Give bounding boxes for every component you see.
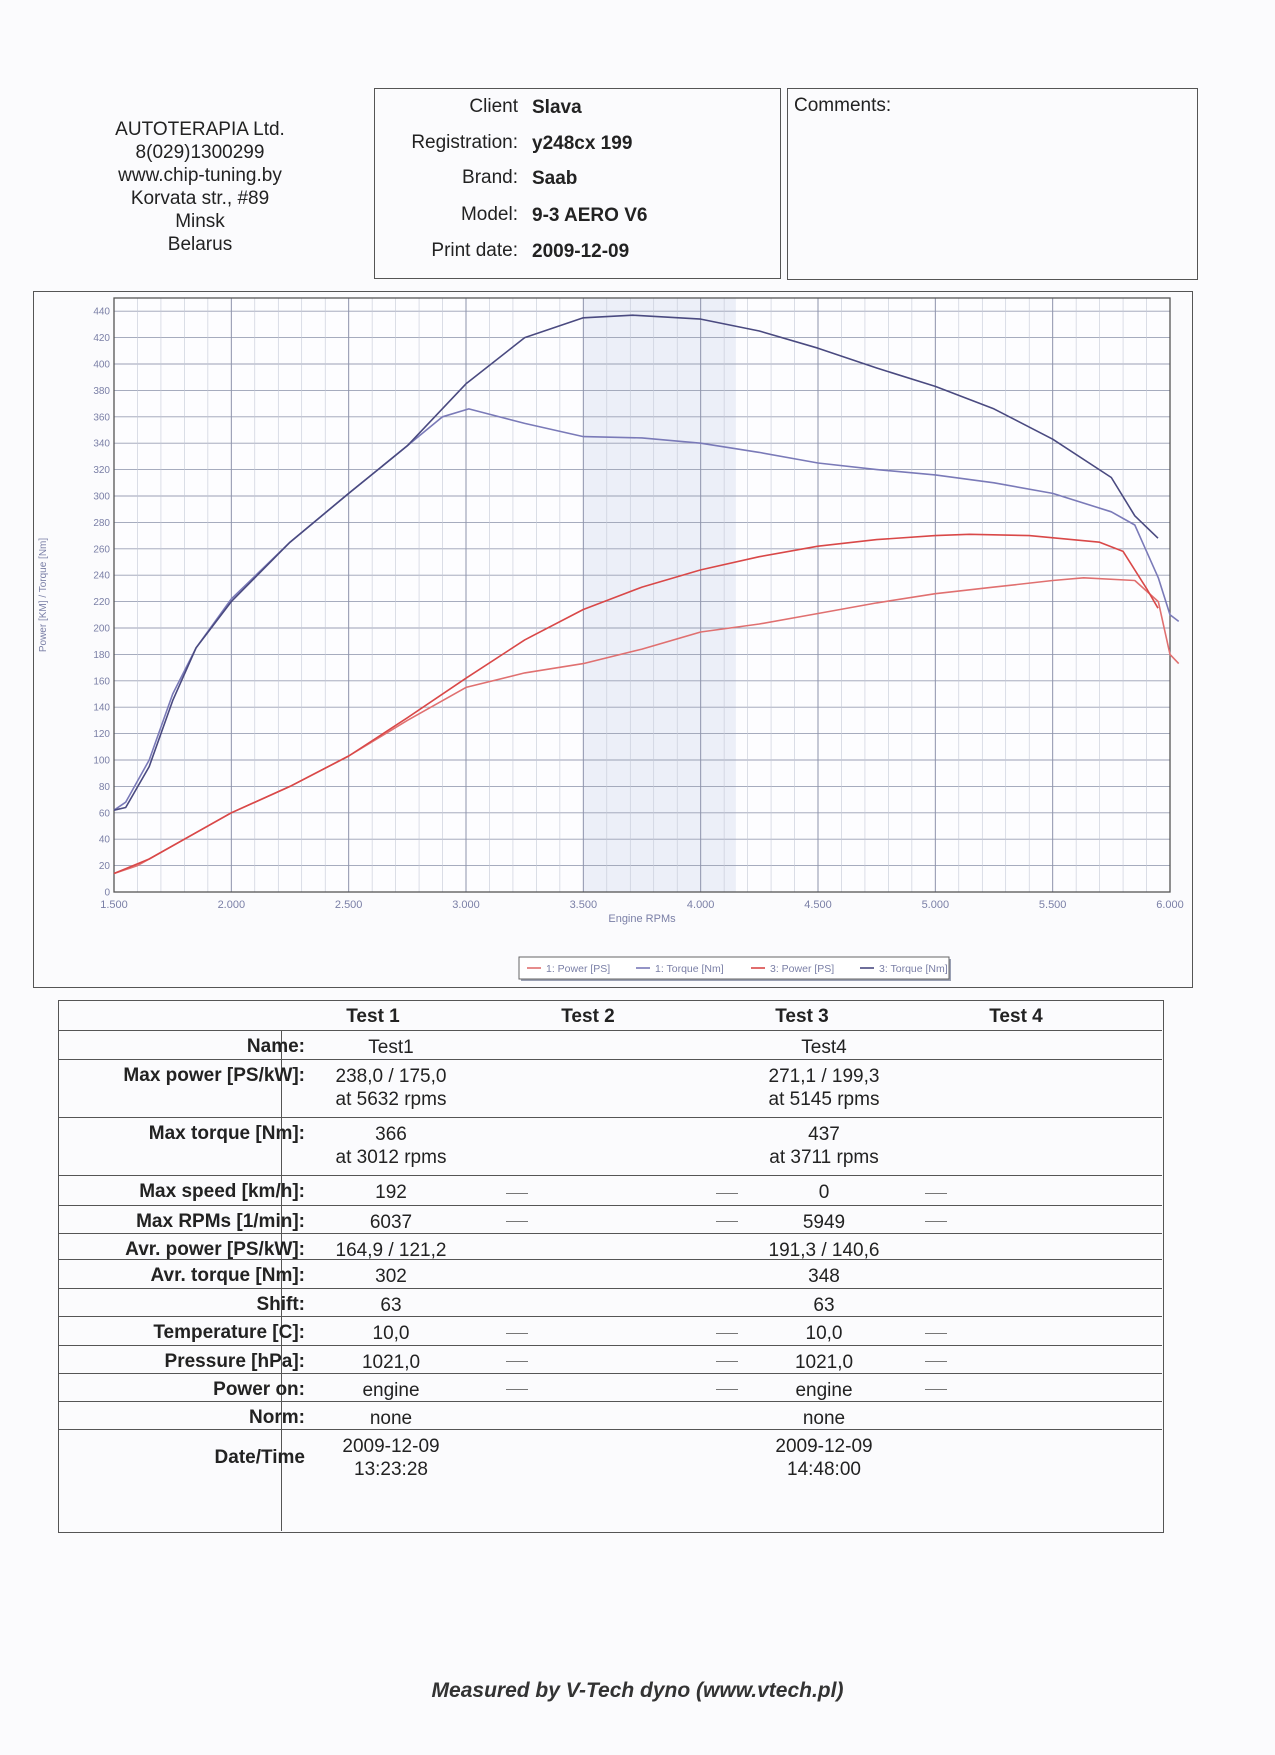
cell-test-1-line: 10,0 xyxy=(372,1323,410,1344)
cell-test-3 xyxy=(714,1322,934,1345)
table-empty-dash xyxy=(506,1361,528,1362)
comments-label: Comments: xyxy=(794,95,892,116)
company-street: Korvata str., #89 xyxy=(130,188,270,209)
model-label: Model: xyxy=(460,204,518,225)
cell-test-1-line: 302 xyxy=(375,1266,407,1287)
cell-test-3-line: engine xyxy=(795,1380,853,1401)
y-tick-label: 360 xyxy=(93,412,110,424)
cell-test-3-line: 191,3 / 140,6 xyxy=(768,1240,880,1261)
cell-test-3 xyxy=(714,1379,934,1402)
cell-test-1 xyxy=(281,1407,501,1430)
cell-test-3 xyxy=(714,1211,934,1234)
header-test-2: Test 2 xyxy=(561,1006,615,1027)
cell-test-1-line: at 3012 rpms xyxy=(335,1147,447,1168)
cell-test-1-line: 366 xyxy=(375,1124,407,1145)
cell-test-1-line: engine xyxy=(362,1380,420,1401)
header-test-3: Test 3 xyxy=(775,1006,829,1027)
cell-test-3 xyxy=(714,1036,934,1059)
cell-test-3 xyxy=(714,1181,934,1204)
dyno-chart-frame xyxy=(33,291,1193,988)
legend-entry: 1: Power [PS] xyxy=(546,963,611,975)
client-row xyxy=(375,92,780,122)
legend-entry: 3: Power [PS] xyxy=(770,963,835,975)
cell-test-1 xyxy=(281,1379,501,1402)
x-tick-label: 4.500 xyxy=(804,899,832,911)
dyno-chart xyxy=(34,292,1194,989)
y-tick-label: 140 xyxy=(93,702,110,714)
table-divider-horizontal xyxy=(59,1175,1162,1176)
y-tick-label: 220 xyxy=(93,597,110,609)
cell-test-3-line: 14:48:00 xyxy=(787,1459,861,1480)
cell-test-1-line: 192 xyxy=(375,1182,407,1203)
cell-test-3-line: Test4 xyxy=(801,1037,847,1058)
print-date-value: 2009-12-09 xyxy=(532,241,630,262)
y-tick-label: 0 xyxy=(104,887,110,899)
y-tick-label: 20 xyxy=(98,861,110,873)
cell-test-3-line: at 3711 rpms xyxy=(769,1147,879,1168)
cell-test-3-line: 0 xyxy=(818,1182,830,1203)
y-tick-label: 200 xyxy=(93,623,110,635)
x-tick-label: 1.500 xyxy=(100,899,128,911)
y-tick-label: 180 xyxy=(93,649,110,661)
cell-test-1-line: 238,0 / 175,0 xyxy=(335,1066,447,1087)
legend-entry: 1: Torque [Nm] xyxy=(655,963,724,975)
row-label: Power on: xyxy=(213,1379,305,1400)
cell-test-3 xyxy=(714,1239,934,1262)
cell-test-1 xyxy=(281,1239,501,1262)
x-axis-label: Engine RPMs xyxy=(608,913,676,925)
y-tick-label: 120 xyxy=(93,729,110,741)
y-tick-label: 100 xyxy=(93,755,110,767)
cell-test-1-line: 1021,0 xyxy=(361,1352,421,1373)
company-website: www.chip-tuning.by xyxy=(118,165,282,186)
y-tick-label: 400 xyxy=(93,359,110,371)
y-tick-label: 420 xyxy=(93,333,110,345)
cell-test-3-line: none xyxy=(802,1408,846,1429)
row-label: Avr. torque [Nm]: xyxy=(150,1265,305,1286)
table-empty-dash xyxy=(506,1221,528,1222)
footer-credit: Measured by V-Tech dyno (www.vtech.pl) xyxy=(431,1679,844,1702)
brand-label: Brand: xyxy=(462,167,518,188)
plot-band xyxy=(583,298,736,892)
cell-test-3 xyxy=(714,1123,934,1169)
cell-test-3-line: 437 xyxy=(808,1124,840,1145)
cell-test-3-line: at 5145 rpms xyxy=(768,1089,880,1110)
row-label: Shift: xyxy=(256,1294,305,1315)
table-divider-horizontal xyxy=(59,1373,1162,1374)
registration-row xyxy=(375,128,780,158)
brand-value: Saab xyxy=(532,168,578,189)
registration-label: Registration: xyxy=(411,132,518,153)
table-divider-horizontal xyxy=(59,1030,1162,1031)
row-label: Max speed [km/h]: xyxy=(139,1181,305,1202)
cell-test-1 xyxy=(281,1265,501,1288)
cell-test-3-line: 271,1 / 199,3 xyxy=(768,1066,880,1087)
y-tick-label: 380 xyxy=(93,385,110,397)
cell-test-1-line: at 5632 rpms xyxy=(335,1089,447,1110)
cell-test-1 xyxy=(281,1181,501,1204)
table-divider-horizontal xyxy=(59,1233,1162,1234)
row-label: Max torque [Nm]: xyxy=(148,1123,305,1144)
brand-row xyxy=(375,163,780,193)
cell-test-1-line: 164,9 / 121,2 xyxy=(335,1240,447,1261)
x-tick-label: 4.000 xyxy=(686,899,715,911)
cell-test-3 xyxy=(714,1294,934,1317)
legend-entry: 3: Torque [Nm] xyxy=(879,963,948,975)
cell-test-1 xyxy=(281,1065,501,1111)
cell-test-1-line: Test1 xyxy=(368,1037,414,1058)
row-label: Avr. power [PS/kW]: xyxy=(125,1239,305,1260)
cell-test-1 xyxy=(281,1435,501,1481)
table-divider-horizontal xyxy=(59,1429,1162,1430)
y-tick-label: 40 xyxy=(98,834,110,846)
y-tick-label: 280 xyxy=(93,517,110,529)
table-divider-horizontal xyxy=(59,1316,1162,1317)
registration-value: y248cx 199 xyxy=(532,133,633,154)
cell-test-3-line: 63 xyxy=(813,1295,835,1316)
cell-test-1 xyxy=(281,1322,501,1345)
x-tick-label: 5.500 xyxy=(1038,899,1067,911)
cell-test-1-line: 2009-12-09 xyxy=(342,1436,440,1457)
client-label: Client xyxy=(469,96,518,117)
cell-test-3-line: 10,0 xyxy=(805,1323,843,1344)
row-label: Max power [PS/kW]: xyxy=(123,1065,305,1086)
model-value: 9-3 AERO V6 xyxy=(532,205,648,226)
y-tick-label: 80 xyxy=(98,781,110,793)
table-divider-horizontal xyxy=(59,1205,1162,1206)
cell-test-1-line: 6037 xyxy=(369,1212,413,1233)
y-tick-label: 260 xyxy=(93,544,110,556)
row-label: Pressure [hPa]: xyxy=(164,1351,305,1372)
cell-test-1 xyxy=(281,1123,501,1169)
cell-test-1-line: 13:23:28 xyxy=(354,1459,428,1480)
x-tick-label: 2.000 xyxy=(217,899,246,911)
cell-test-1 xyxy=(281,1036,501,1059)
x-tick-label: 3.500 xyxy=(569,899,598,911)
print-date-label: Print date: xyxy=(431,240,518,261)
cell-test-3 xyxy=(714,1407,934,1430)
results-table xyxy=(58,1000,1164,1533)
cell-test-1 xyxy=(281,1294,501,1317)
cell-test-3-line: 1021,0 xyxy=(794,1352,854,1373)
row-label: Temperature [C]: xyxy=(153,1322,305,1343)
cell-test-3 xyxy=(714,1435,934,1481)
table-divider-horizontal xyxy=(59,1288,1162,1289)
y-tick-label: 300 xyxy=(93,491,110,503)
y-axis-label: Power [KM] / Torque [Nm] xyxy=(38,537,49,653)
row-label: Max RPMs [1/min]: xyxy=(136,1211,305,1232)
header-test-1: Test 1 xyxy=(346,1006,400,1027)
cell-test-3 xyxy=(714,1351,934,1374)
comments-box xyxy=(787,88,1198,280)
table-empty-dash xyxy=(506,1333,528,1334)
y-tick-label: 340 xyxy=(93,438,110,450)
table-divider-horizontal xyxy=(59,1059,1162,1060)
model-row xyxy=(375,200,780,230)
cell-test-3-line: 5949 xyxy=(802,1212,846,1233)
y-tick-label: 320 xyxy=(93,465,110,477)
cell-test-1-line: none xyxy=(369,1408,413,1429)
cell-test-1-line: 63 xyxy=(380,1295,402,1316)
row-label: Date/Time xyxy=(214,1447,305,1468)
company-country: Belarus xyxy=(167,234,233,255)
x-tick-label: 6.000 xyxy=(1156,899,1184,911)
print-date-row xyxy=(375,236,780,266)
table-empty-dash xyxy=(506,1193,528,1194)
cell-test-3 xyxy=(714,1265,934,1288)
cell-test-1 xyxy=(281,1351,501,1374)
row-label: Name: xyxy=(246,1036,305,1057)
x-tick-label: 2.500 xyxy=(334,899,363,911)
client-info-box xyxy=(374,88,781,279)
y-tick-label: 60 xyxy=(98,808,110,820)
header-test-4: Test 4 xyxy=(989,1006,1043,1027)
cell-test-3 xyxy=(714,1065,934,1111)
y-tick-label: 240 xyxy=(93,570,110,582)
row-label: Norm: xyxy=(249,1407,305,1428)
x-tick-label: 3.000 xyxy=(452,899,480,911)
client-value: Slava xyxy=(532,97,582,118)
cell-test-3-line: 348 xyxy=(808,1266,840,1287)
company-phone: 8(029)1300299 xyxy=(135,142,265,163)
company-name: AUTOTERAPIA Ltd. xyxy=(115,119,285,140)
y-tick-label: 440 xyxy=(93,306,110,318)
company-info xyxy=(78,118,322,256)
table-divider-horizontal xyxy=(59,1401,1162,1402)
table-divider-horizontal xyxy=(59,1117,1162,1118)
y-tick-label: 160 xyxy=(93,676,110,688)
table-divider-horizontal xyxy=(59,1345,1162,1346)
cell-test-3-line: 2009-12-09 xyxy=(775,1436,873,1457)
x-tick-label: 5.000 xyxy=(921,899,950,911)
company-city: Minsk xyxy=(175,211,225,232)
cell-test-1 xyxy=(281,1211,501,1234)
table-empty-dash xyxy=(506,1389,528,1390)
